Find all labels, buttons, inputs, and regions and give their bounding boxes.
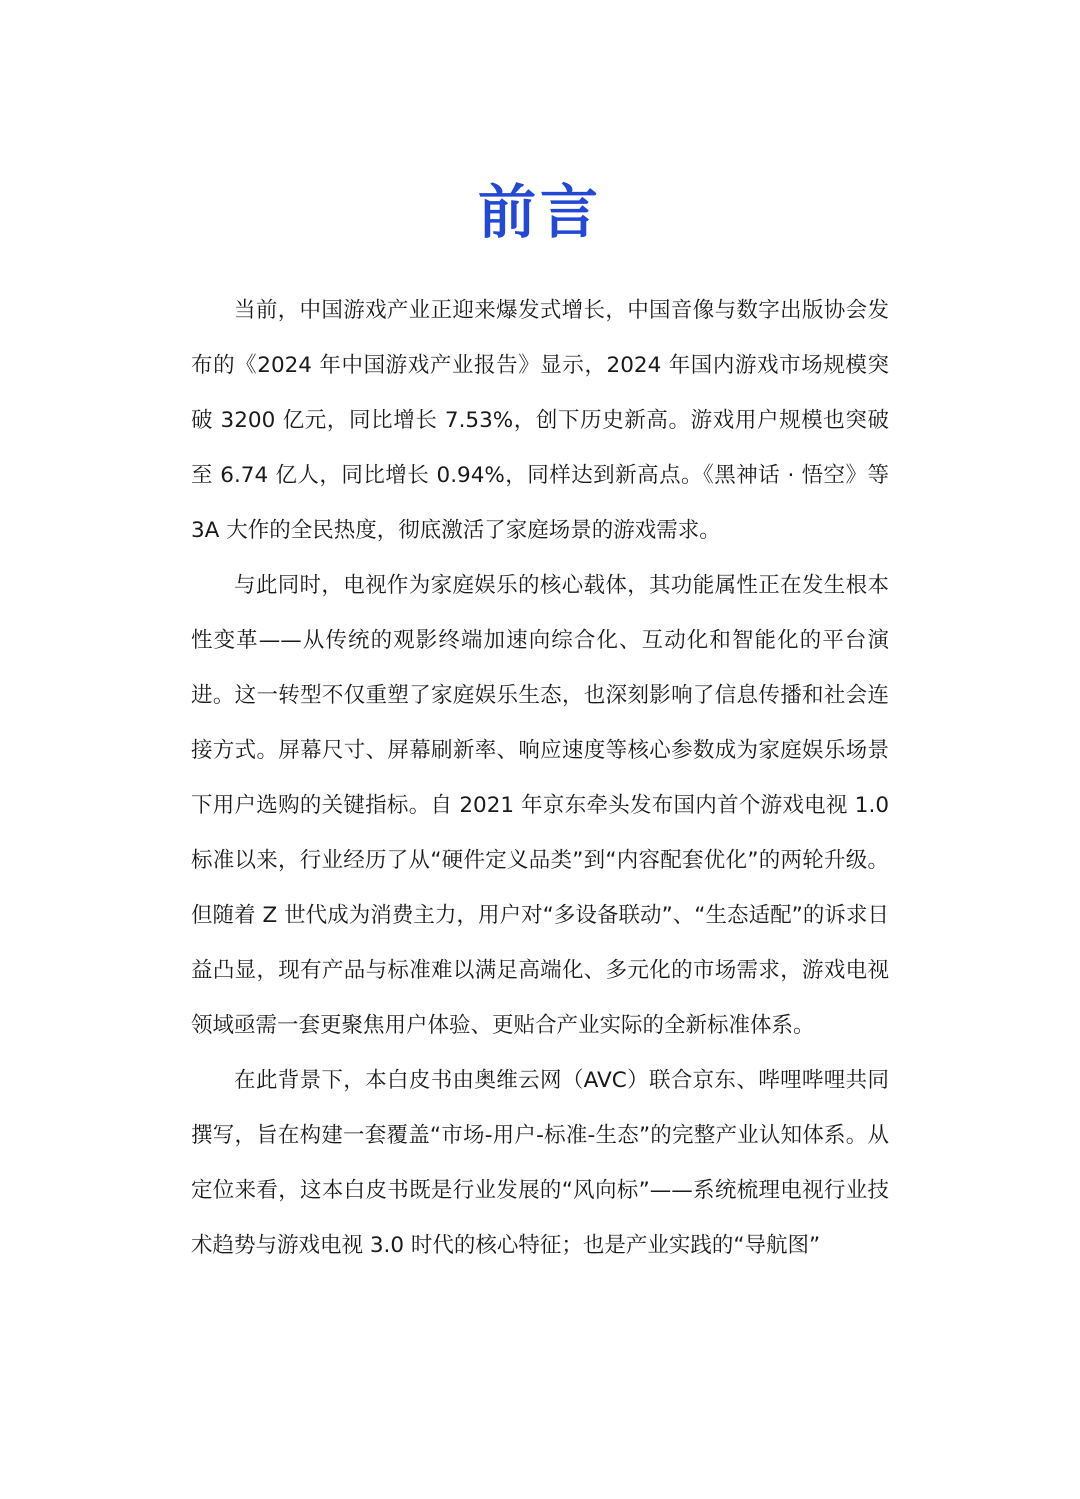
paragraph-2: 与此同时，电视作为家庭娱乐的核心载体，其功能属性正在发生根本性变革——从传统的观影终端加速向综合化、互动化和智能化的平台演进。这一转型不仅重塑了家庭娱乐生态，也深刻影响了信息传播和社会连接方式。屏幕尺寸、屏幕刷新率、响应速度等核心参数成为家庭娱乐场景下用户选购的关键指标。自 2021 年京东牵头发布国内首个游戏电视 1.0 标准以来，行业经历了从“硬件定义品类”到“内容配套优化”的两轮升级。但随着 Z 世代成为消费主力，用户对“多设备联动”、“生态适配”的诉求日益凸显，现有产品与标准难以满足高端化、多元化的市场需求，游戏电视领域亟需一套更聚焦用户体验、更贴合产业实际的全新标准体系。 — [191, 573, 889, 1038]
paragraph-1: 当前，中国游戏产业正迎来爆发式增长，中国音像与数字出版协会发布的《2024 年中国游戏产业报告》显示，2024 年国内游戏市场规模突破 3200 亿元，同比增长 7.53%，创下历史新高。游戏用户规模也突破至 6.74 亿人，同比增长 0.94%，同样达到新高点。《黑神话 · 悟空》等 3A 大作的全民热度，彻底激活了家庭场景的游戏需求。 — [191, 298, 889, 543]
paragraph-3: 在此背景下，本白皮书由奥维云网（AVC）联合京东、哔哩哔哩共同撰写，旨在构建一套覆盖“市场-用户-标准-生态”的完整产业认知体系。从定位来看，这本白皮书既是行业发展的“风向标”——系统梳理电视行业技术趋势与游戏电视 3.0 时代的核心特征；也是产业实践的“导航图” — [191, 1068, 889, 1258]
page-title: 前言 — [477, 178, 602, 246]
preface-body — [191, 283, 889, 1273]
